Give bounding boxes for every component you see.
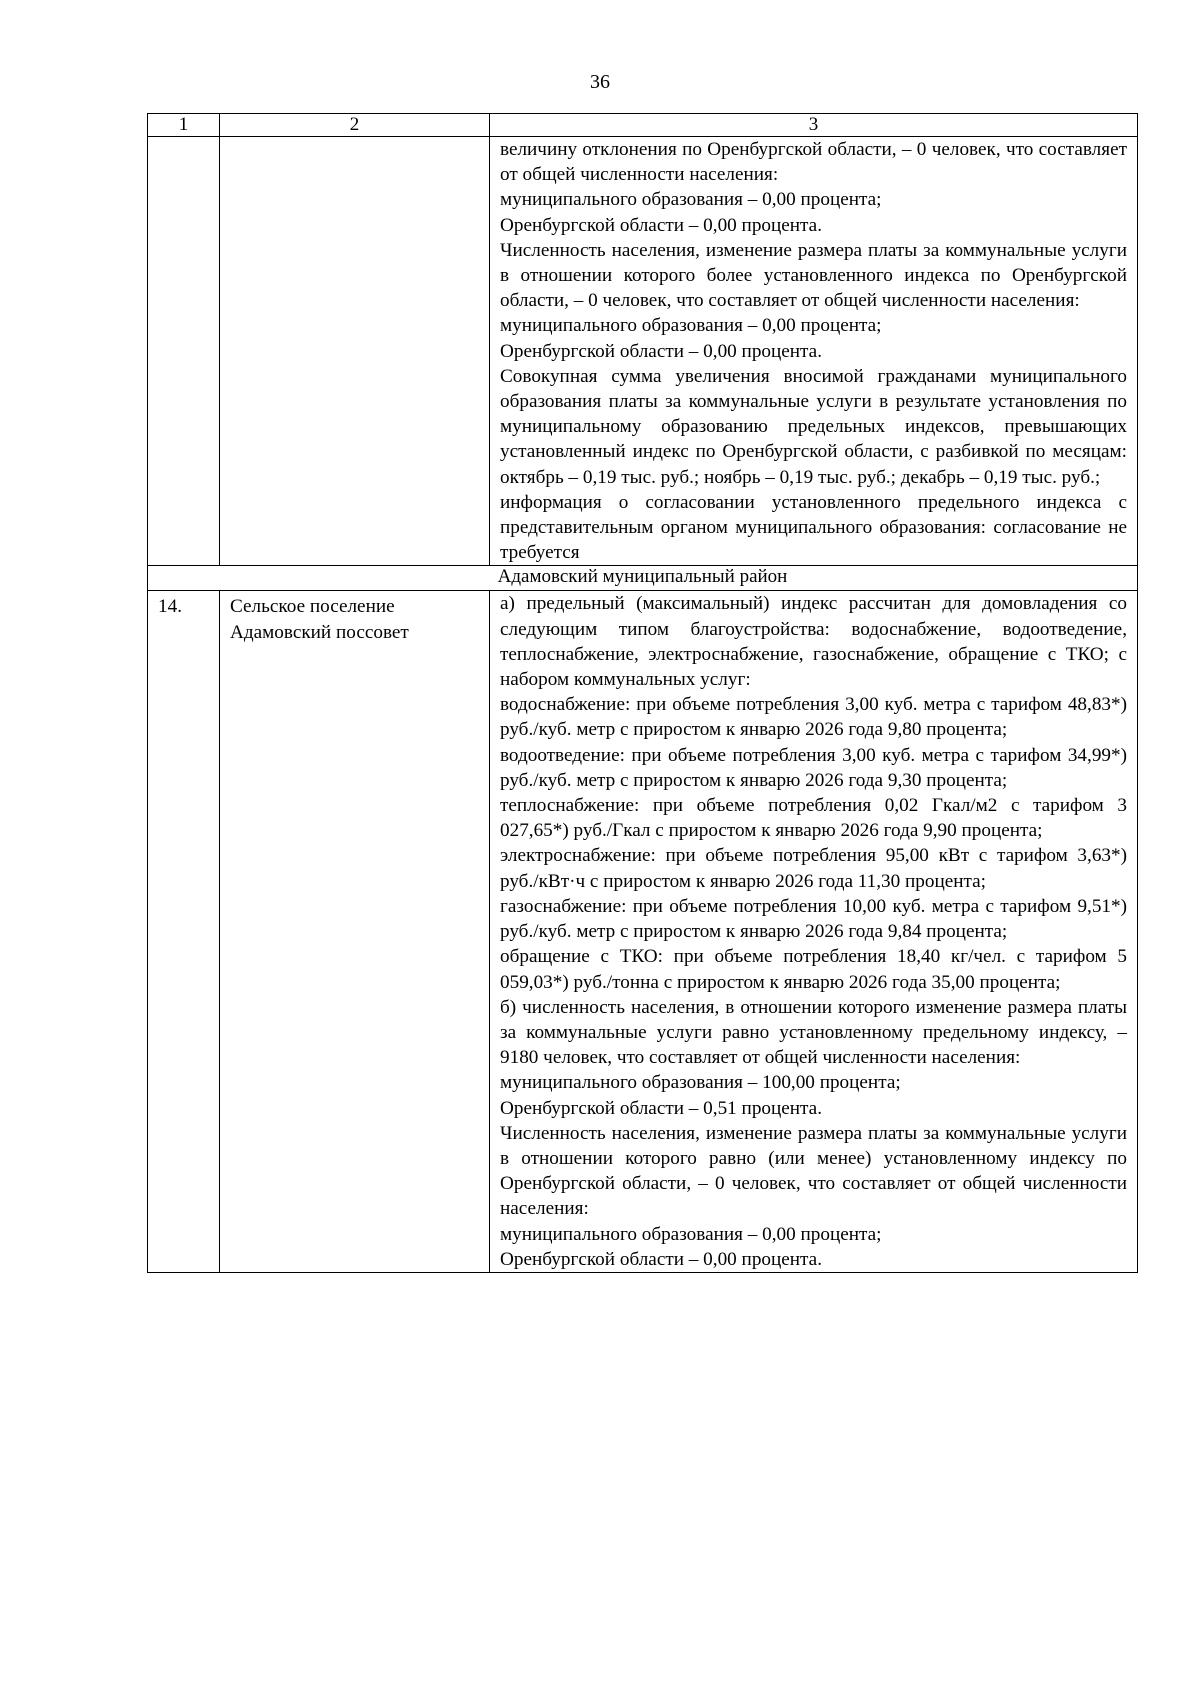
table-row-continued [148, 137, 1138, 566]
paragraph: муниципального образования – 0,00 процента; [500, 189, 882, 211]
paragraph: муниципального образования – 100,00 процента; [500, 1072, 901, 1094]
paragraph: электроснабжение: при объеме потребления 95,00 кВт с тарифом 3,63*) руб./кВт·ч с приростом к январю 2026 года 11,30 процента; [500, 845, 1127, 892]
paragraph: водоснабжение: при объеме потребления 3,00 куб. метра с тарифом 48,83*) руб./куб. метр с приростом к январю 2026 года 9,80 процента; [500, 694, 1127, 741]
paragraph: газоснабжение: при объеме потребления 10,00 куб. метра с тарифом 9,51*) руб./куб. метр с приростом к январю 2026 года 9,84 процента; [500, 895, 1127, 943]
column-header-1: 1 [148, 114, 220, 137]
paragraph: б) численность населения, в отношении которого изменение размера платы за коммунальные услуги равно установленному предельному индексу, – 9180 человек, что составляет от общей численности населения: [500, 996, 1127, 1069]
continued-cell-1 [148, 137, 220, 566]
column-header-2: 2 [220, 114, 490, 137]
municipality-name: Сельское поселение Адамовский поссовет [220, 591, 490, 1272]
paragraph: Оренбургской области – 0,00 процента. [500, 214, 822, 236]
document-table [147, 113, 1138, 1273]
section-title: Адамовский муниципальный район [148, 566, 1138, 591]
continued-cell-3 [490, 137, 1138, 566]
paragraph: Численность населения, изменение размера платы за коммунальные услуги в отношении которого равно (или менее) установленному индексу по Оренбургской области, – 0 человек, что составляет от общей численности населения: [500, 1122, 1127, 1220]
paragraph: Совокупная сумма увеличения вносимой гражданами муниципального образования платы за коммунальные услуги в результате установления по муниципальному образованию предельных индексов, превышающих установленный индекс по Оренбургской области, с разбивкой по месяцам: октябрь – 0,19 тыс. руб.; ноябрь – 0,19 тыс. руб.; декабрь – 0,19 тыс. руб.; [500, 365, 1127, 488]
paragraph: а) предельный (максимальный) индекс рассчитан для домовладения со следующим типом благоустройства: водоснабжение, водоотведение, теплоснабжение, электроснабжение, газоснабжение, обращение с ТКО; с набором коммунальных услуг: [500, 593, 1127, 691]
paragraph: Оренбургской области – 0,00 процента. [500, 1248, 822, 1270]
table-row-14 [148, 591, 1138, 1272]
paragraph: муниципального образования – 0,00 процента; [500, 1223, 882, 1245]
table-header-row [148, 114, 1138, 137]
column-header-3: 3 [490, 114, 1138, 137]
paragraph: муниципального образования – 0,00 процента; [500, 315, 882, 337]
continued-cell-2 [220, 137, 490, 566]
page-number: 36 [590, 71, 610, 93]
paragraph: Численность населения, изменение размера платы за коммунальные услуги в отношении которого более установленного индекса по Оренбургской области, – 0 человек, что составляет от общей численности населения: [500, 239, 1127, 312]
paragraph: информация о согласовании установленного предельного индекса с представительным органом муниципального образования: согласование не требуется [500, 491, 1127, 564]
paragraph: обращение с ТКО: при объеме потребления 18,40 кг/чел. с тарифом 5 059,03*) руб./тонна с приростом к январю 2026 года 35,00 процента; [500, 946, 1127, 993]
paragraph: величину отклонения по Оренбургской области, – 0 человек, что составляет от общей численности населения: [500, 139, 1127, 186]
section-row [148, 566, 1138, 591]
paragraph: теплоснабжение: при объеме потребления 0,02 Гкал/м2 с тарифом 3 027,65*) руб./Гкал с приростом к январю 2026 года 9,90 процента; [500, 795, 1127, 842]
row-14-details [490, 591, 1138, 1272]
paragraph: Оренбургской области – 0,00 процента. [500, 340, 822, 362]
row-number: 14. [148, 591, 220, 1272]
paragraph: Оренбургской области – 0,51 процента. [500, 1097, 822, 1119]
paragraph: водоотведение: при объеме потребления 3,00 куб. метра с тарифом 34,99*) руб./куб. метр с приростом к январю 2026 года 9,30 процента; [500, 744, 1127, 791]
